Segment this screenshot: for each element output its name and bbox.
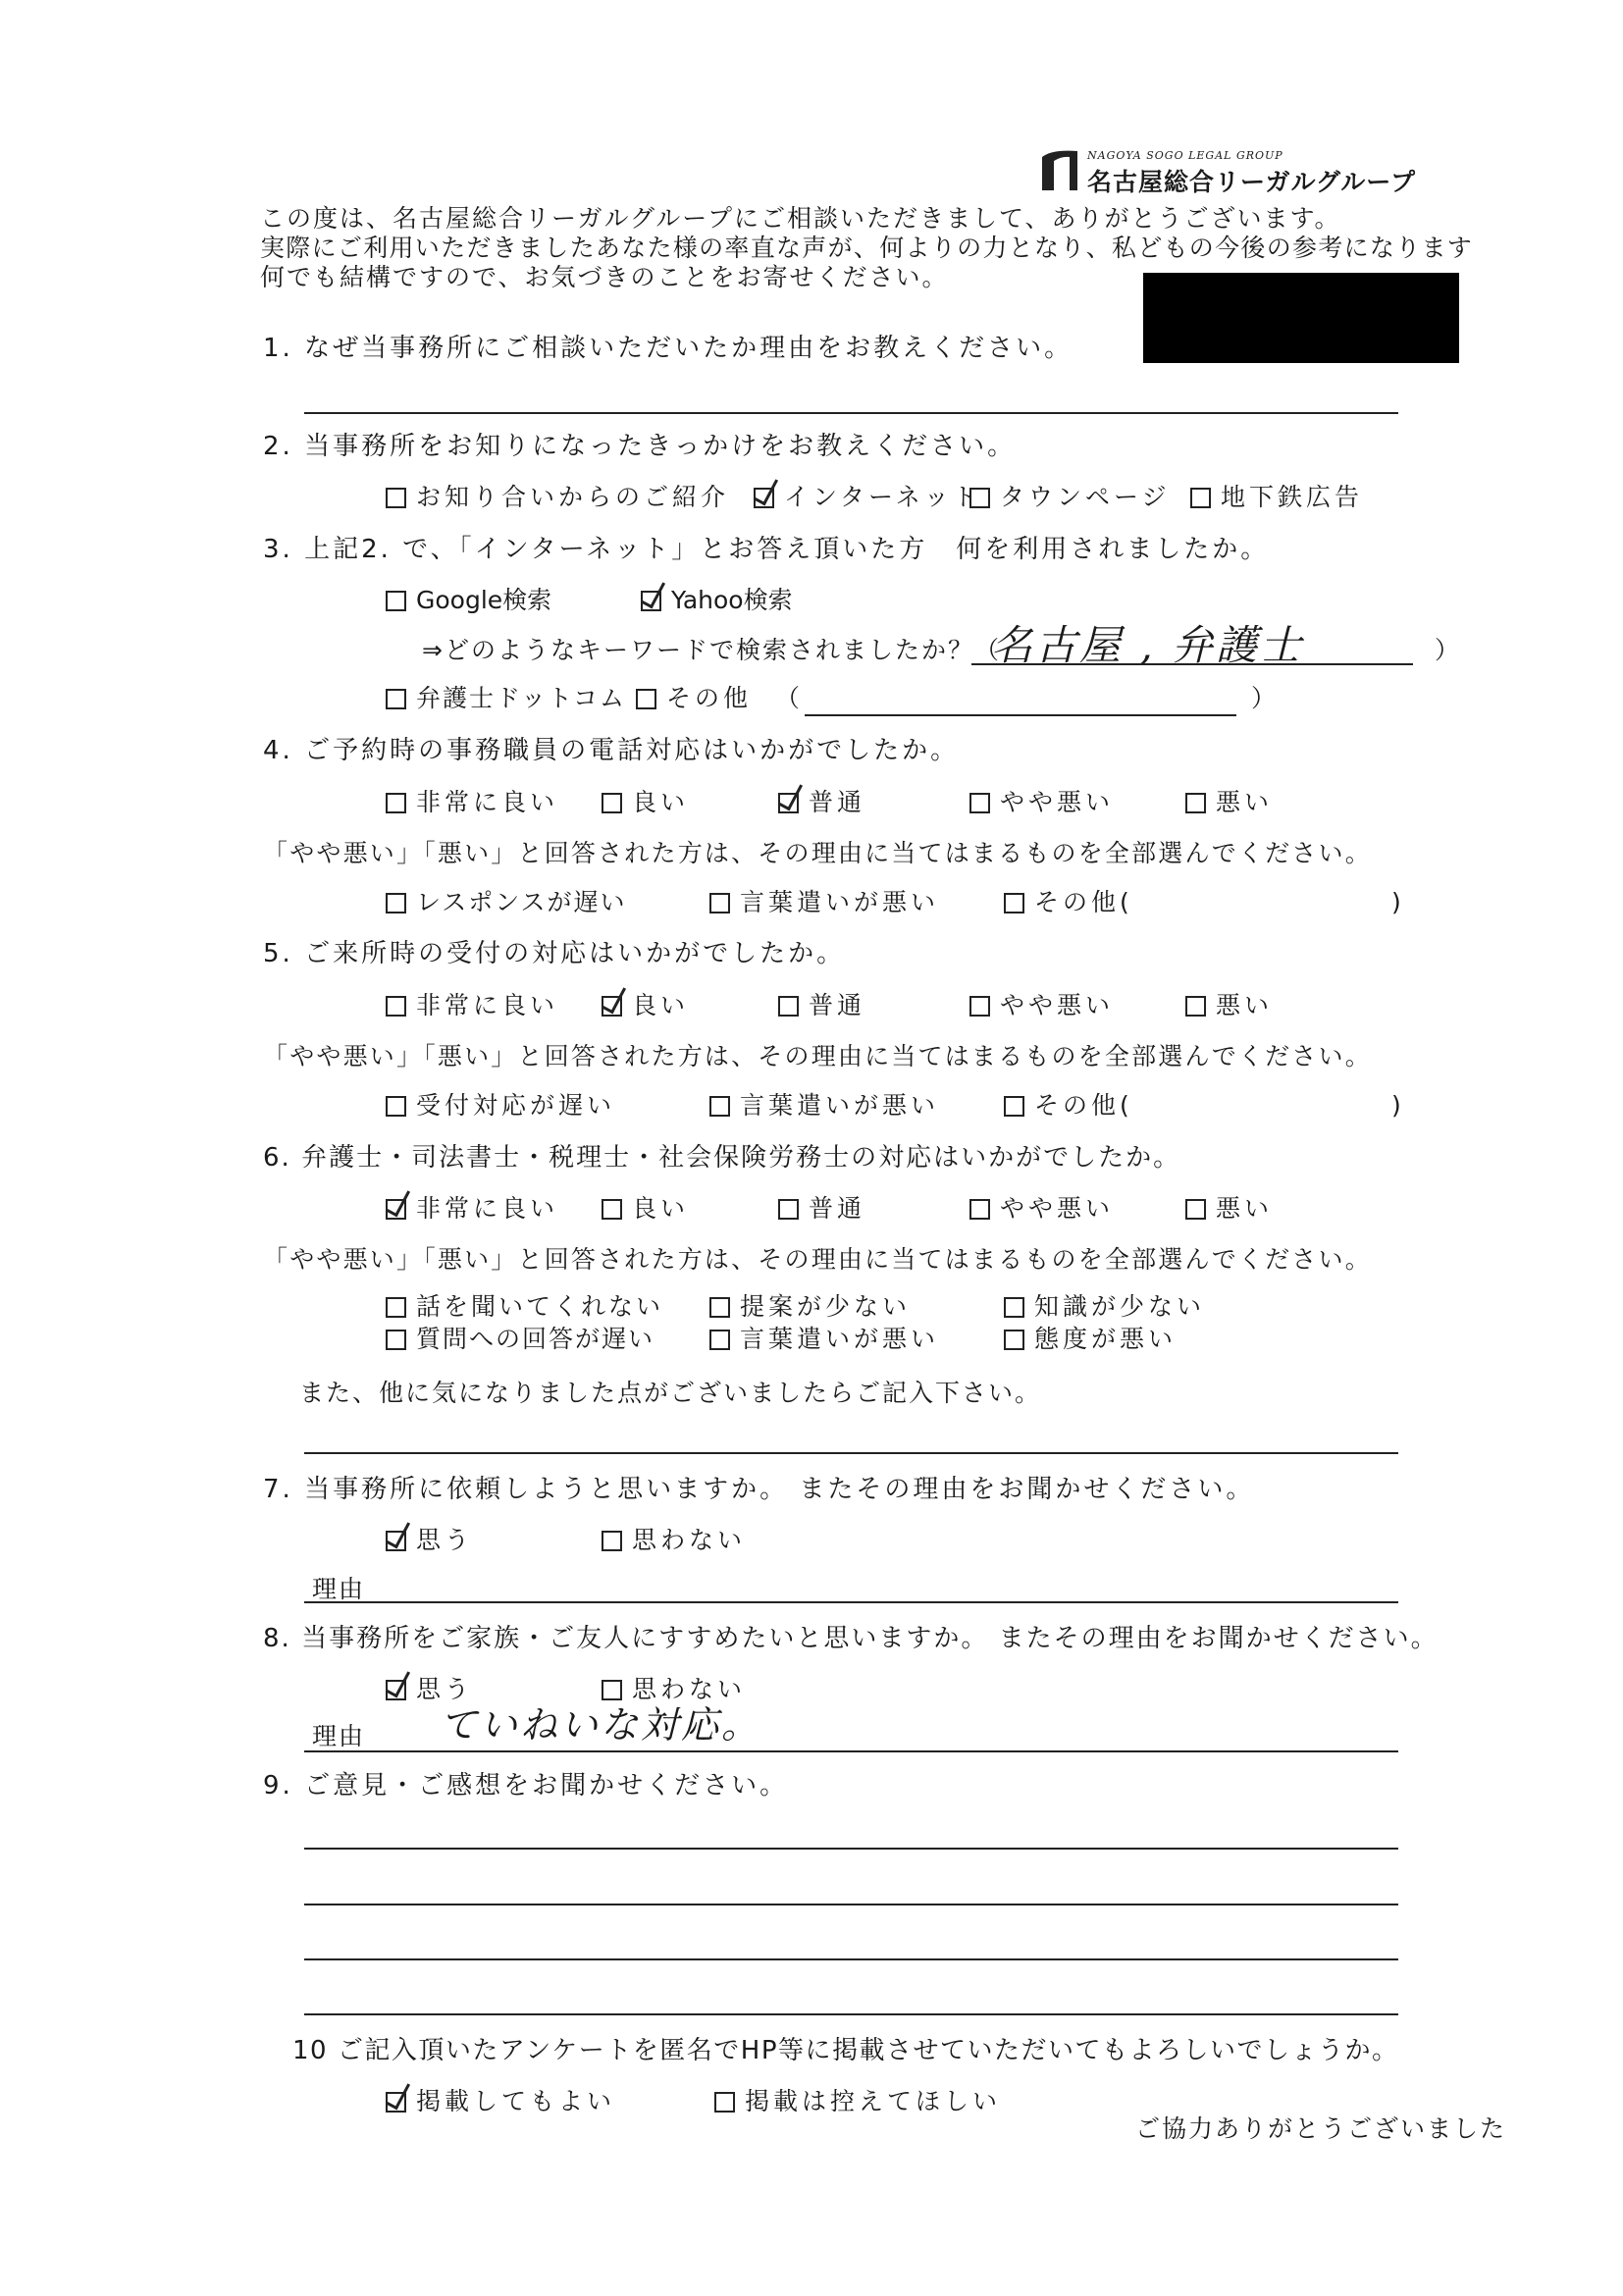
q5-rating-bad[interactable]: 悪い bbox=[1185, 991, 1273, 1020]
q2-option-internet[interactable]: インターネット bbox=[754, 483, 981, 512]
q6-rating-bad[interactable]: 悪い bbox=[1185, 1194, 1273, 1224]
checkbox-checked-icon[interactable] bbox=[386, 1199, 406, 1220]
checkbox-icon[interactable] bbox=[602, 793, 622, 813]
q7-reason-line[interactable] bbox=[304, 1601, 1398, 1603]
q5-rating-good[interactable]: 良い bbox=[602, 991, 689, 1020]
q4-reason-other[interactable]: その他( bbox=[1004, 888, 1133, 917]
q2-option-townpage[interactable]: タウンページ bbox=[969, 483, 1171, 512]
checkbox-icon[interactable] bbox=[386, 893, 406, 913]
q9-answer-line-2[interactable] bbox=[304, 1904, 1398, 1905]
q10-option-allow[interactable]: 掲載してもよい bbox=[386, 2087, 615, 2116]
checkbox-icon[interactable] bbox=[709, 893, 730, 913]
checkbox-icon[interactable] bbox=[1185, 1199, 1206, 1220]
checkbox-icon[interactable] bbox=[778, 996, 799, 1017]
q3-keyword-answer[interactable]: 名古屋 , 弁護士 bbox=[991, 621, 1305, 669]
checkbox-checked-icon[interactable] bbox=[386, 1531, 406, 1551]
checkbox-icon[interactable] bbox=[969, 793, 990, 813]
q7-option-yes[interactable]: 思う bbox=[386, 1526, 473, 1555]
checkbox-icon[interactable] bbox=[1004, 893, 1024, 913]
q3-other-close: ） bbox=[1251, 684, 1279, 712]
q6-text: 6. 弁護士・司法書士・税理士・社会保険労務士の対応はいかがでしたか。 bbox=[263, 1143, 1181, 1173]
checkbox-icon[interactable] bbox=[602, 1199, 622, 1220]
q1-text: 1. なぜ当事務所にご相談いただいたか理由をお教えください。 bbox=[263, 334, 1073, 363]
checkbox-icon[interactable] bbox=[778, 1199, 799, 1220]
closing-text: ご協力ありがとうございました bbox=[1135, 2114, 1507, 2143]
q6-bad-prompt: 「やや悪い」「悪い」と回答された方は、その理由に当てはまるものを全部選んでください。 bbox=[263, 1245, 1372, 1274]
checkbox-checked-icon[interactable] bbox=[754, 488, 774, 508]
q5-bad-prompt: 「やや悪い」「悪い」と回答された方は、その理由に当てはまるものを全部選んでください。 bbox=[263, 1042, 1372, 1070]
intro-line-3: 何でも結構ですので、お気づきのことをお寄せください。 bbox=[260, 263, 949, 291]
q3-keyword-prompt: ⇒どのようなキーワードで検索されましたか？（ bbox=[422, 636, 1001, 664]
q9-answer-line-3[interactable] bbox=[304, 1958, 1398, 1960]
q8-option-no[interactable]: 思わない bbox=[602, 1675, 746, 1704]
q8-text: 8. 当事務所をご家族・ご友人にすすめたいと思いますか。 またその理由をお聞かせください。 bbox=[263, 1624, 1439, 1653]
q5-reason-other[interactable]: その他( bbox=[1004, 1091, 1133, 1121]
q4-reason-slow[interactable]: レスポンスが遅い bbox=[386, 888, 627, 917]
q6-reason-little-knowledge[interactable]: 知識が少ない bbox=[1004, 1292, 1205, 1322]
q4-reason-other-close: ) bbox=[1391, 888, 1403, 916]
q6-rating-very-good[interactable]: 非常に良い bbox=[386, 1194, 558, 1224]
q4-rating-very-good[interactable]: 非常に良い bbox=[386, 788, 558, 817]
q3-keyword-close: ） bbox=[1435, 636, 1462, 664]
q5-text: 5. ご来所時の受付の対応はいかがでしたか。 bbox=[263, 939, 846, 968]
q8-reason-answer[interactable]: ていねいな対応。 bbox=[440, 1703, 762, 1747]
q3-option-google[interactable]: Google検索 bbox=[386, 586, 551, 615]
q7-text: 7. 当事務所に依頼しようと思いますか。 またその理由をお聞かせください。 bbox=[263, 1475, 1255, 1504]
q4-text: 4. ご予約時の事務職員の電話対応はいかがでしたか。 bbox=[263, 736, 960, 765]
q4-rating-good[interactable]: 良い bbox=[602, 788, 689, 817]
checkbox-icon[interactable] bbox=[1004, 1330, 1024, 1350]
q7-option-no[interactable]: 思わない bbox=[602, 1526, 746, 1555]
q8-reason-label: 理由 bbox=[312, 1722, 366, 1750]
q8-reason-line bbox=[304, 1750, 1398, 1752]
checkbox-icon[interactable] bbox=[386, 996, 406, 1017]
q6-other-line[interactable] bbox=[304, 1452, 1398, 1454]
checkbox-icon[interactable] bbox=[1185, 996, 1206, 1017]
checkbox-icon[interactable] bbox=[386, 591, 406, 611]
intro-line-2: 実際にご利用いただきましたあなた様の率直な声が、何よりの力となり、私どもの今後の参考になります bbox=[260, 234, 1474, 262]
q4-bad-prompt: 「やや悪い」「悪い」と回答された方は、その理由に当てはまるものを全部選んでください。 bbox=[263, 839, 1372, 867]
q5-reason-other-close: ) bbox=[1391, 1091, 1403, 1120]
checkbox-icon[interactable] bbox=[386, 793, 406, 813]
q9-text: 9. ご意見・ご感想をお聞かせください。 bbox=[263, 1771, 789, 1800]
q2-text: 2. 当事務所をお知りになったきっかけをお教えください。 bbox=[263, 432, 1017, 461]
q3-option-yahoo[interactable]: Yahoo検索 bbox=[641, 586, 793, 615]
logo-subtitle: NAGOYA SOGO LEGAL GROUP bbox=[1087, 149, 1283, 162]
q4-reason-language[interactable]: 言葉遣いが悪い bbox=[709, 888, 939, 917]
q10-option-decline[interactable]: 掲載は控えてほしい bbox=[714, 2087, 1001, 2116]
q2-option-introduction[interactable]: お知り合いからのご紹介 bbox=[386, 483, 729, 512]
q6-other-text: また、他に気になりました点がございましたらご記入下さい。 bbox=[299, 1379, 1042, 1407]
checkbox-icon[interactable] bbox=[969, 1199, 990, 1220]
logo-title: 名古屋総合リーガルグループ bbox=[1087, 168, 1417, 196]
q3-option-other[interactable]: その他 bbox=[636, 684, 752, 713]
q9-answer-line-4[interactable] bbox=[304, 2013, 1398, 2015]
checkbox-icon[interactable] bbox=[969, 488, 990, 508]
q3-other-line[interactable] bbox=[805, 714, 1236, 716]
checkbox-icon[interactable] bbox=[709, 1330, 730, 1350]
q5-reason-language[interactable]: 言葉遣いが悪い bbox=[709, 1091, 939, 1121]
q6-reason-few-proposals[interactable]: 提案が少ない bbox=[709, 1292, 911, 1322]
checkbox-icon[interactable] bbox=[1004, 1297, 1024, 1318]
q5-rating-somewhat-bad[interactable]: やや悪い bbox=[969, 991, 1114, 1020]
checkbox-icon[interactable] bbox=[386, 1297, 406, 1318]
q9-answer-line-1[interactable] bbox=[304, 1848, 1398, 1850]
checkbox-icon[interactable] bbox=[1190, 488, 1211, 508]
checkbox-checked-icon[interactable] bbox=[641, 591, 661, 611]
q7-reason-label: 理由 bbox=[312, 1575, 366, 1603]
checkbox-icon[interactable] bbox=[386, 1096, 406, 1117]
checkbox-icon[interactable] bbox=[1004, 1096, 1024, 1117]
q6-reason-attitude[interactable]: 態度が悪い bbox=[1004, 1325, 1177, 1354]
q3-text: 3. 上記2. で、「インターネット」とお答え頂いた方 何を利用されましたか。 bbox=[263, 535, 1270, 564]
q3-keyword-line bbox=[971, 663, 1413, 665]
checkbox-icon[interactable] bbox=[709, 1297, 730, 1318]
checkbox-icon[interactable] bbox=[709, 1096, 730, 1117]
checkbox-icon[interactable] bbox=[636, 689, 656, 709]
intro-line-1: この度は、名古屋総合リーガルグループにご相談いただきまして、ありがとうございます。 bbox=[260, 204, 1341, 233]
q5-rating-normal[interactable]: 普通 bbox=[778, 991, 865, 1020]
checkbox-icon[interactable] bbox=[714, 2092, 735, 2113]
q6-reason-slow-answer[interactable]: 質問への回答が遅い bbox=[386, 1325, 654, 1354]
q4-rating-somewhat-bad[interactable]: やや悪い bbox=[969, 788, 1114, 817]
logo-mark-icon bbox=[1040, 147, 1079, 192]
q6-reason-language[interactable]: 言葉遣いが悪い bbox=[709, 1325, 939, 1354]
checkbox-checked-icon[interactable] bbox=[386, 2092, 406, 2113]
q4-rating-normal[interactable]: 普通 bbox=[778, 788, 865, 817]
q2-option-subway-ad[interactable]: 地下鉄広告 bbox=[1190, 483, 1363, 512]
checkbox-icon[interactable] bbox=[386, 689, 406, 709]
q10-text: 10 ご記入頂いたアンケートを匿名でHP等に掲載させていただいてもよろしいでしょうか。 bbox=[292, 2036, 1399, 2065]
q4-rating-bad[interactable]: 悪い bbox=[1185, 788, 1273, 817]
q1-answer-line[interactable] bbox=[304, 412, 1398, 414]
checkbox-icon[interactable] bbox=[969, 996, 990, 1017]
checkbox-icon[interactable] bbox=[386, 488, 406, 508]
redaction-box bbox=[1143, 273, 1459, 363]
checkbox-icon[interactable] bbox=[1185, 793, 1206, 813]
q5-rating-very-good[interactable]: 非常に良い bbox=[386, 991, 558, 1020]
q8-option-yes[interactable]: 思う bbox=[386, 1675, 473, 1704]
q6-rating-good[interactable]: 良い bbox=[602, 1194, 689, 1224]
q5-reason-slow[interactable]: 受付対応が遅い bbox=[386, 1091, 615, 1121]
checkbox-checked-icon[interactable] bbox=[778, 793, 799, 813]
q6-rating-somewhat-bad[interactable]: やや悪い bbox=[969, 1194, 1114, 1224]
checkbox-checked-icon[interactable] bbox=[386, 1680, 406, 1700]
q6-reason-not-listen[interactable]: 話を聞いてくれない bbox=[386, 1292, 663, 1322]
q3-option-bengoshi-dotcom[interactable]: 弁護士ドットコム bbox=[386, 684, 626, 713]
q3-other-open: （ bbox=[775, 684, 803, 712]
checkbox-checked-icon[interactable] bbox=[602, 996, 622, 1017]
checkbox-icon[interactable] bbox=[602, 1531, 622, 1551]
checkbox-icon[interactable] bbox=[386, 1330, 406, 1350]
q6-rating-normal[interactable]: 普通 bbox=[778, 1194, 865, 1224]
